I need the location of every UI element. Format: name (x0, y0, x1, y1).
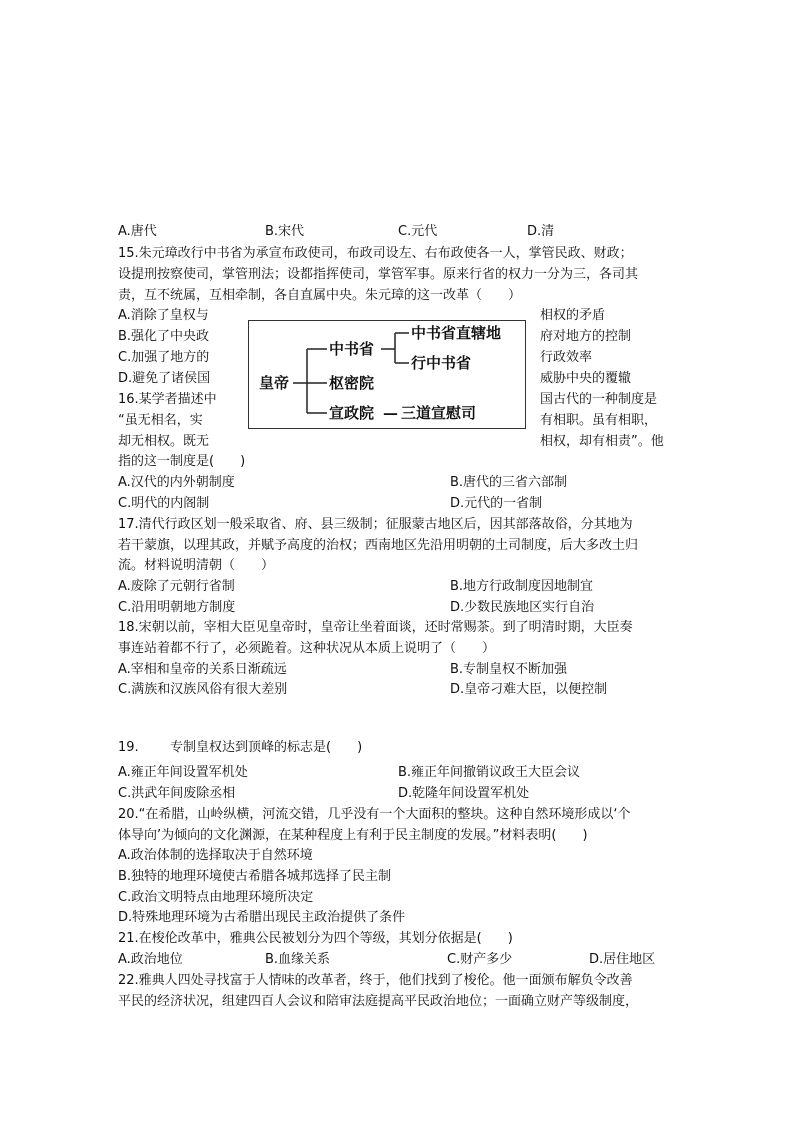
q15-stem-line-3: 责，互不统属，互相牵制，各自直属中央。朱元璋的这一改革（ ） (118, 288, 522, 303)
q21-stem: 21.在梭伦改革中，雅典公民被划分为四个等级，其划分依据是( ) (118, 931, 513, 946)
diagram-zhongshu: 中书省 (329, 340, 375, 358)
q19-number: 19. (118, 740, 139, 755)
q15-stem-line-2: 设提刑按察使司，掌管刑法；设都指挥使司，掌管军事。原来行省的权力一分为三，各司其 (118, 267, 639, 282)
q16-option-d: D.元代的一省制 (450, 496, 543, 511)
q20-option-a: A.政治体制的选择取决于自然环境 (118, 848, 313, 863)
q19-option-d: D.乾隆年间设置军机处 (398, 786, 530, 801)
q20-stem-line-1: 20.“在希腊，山岭纵横，河流交错，几乎没有一个大面积的整块。这种自然环境形成以‘个 (118, 807, 631, 822)
q16-stem-left-3: 却无相权。既无 (118, 434, 210, 449)
q16-stem-tail: 指的这一制度是( ) (118, 454, 246, 469)
q15-option-c-left: C.加强了地方的 (118, 350, 210, 365)
q20-option-c: C.政治文明特点由地理环境所决定 (118, 890, 314, 905)
q22-stem-line-1: 22.雅典人四处寻找富于人情味的改革者，终于，他们找到了梭伦。他一面颁布解负令改善 (118, 973, 633, 988)
q15-option-b-left: B.强化了中央政 (118, 329, 210, 344)
diagram-shumi: 枢密院 (329, 374, 375, 392)
q16-stem-right-3: 相权，却有相责”。他 (540, 434, 664, 449)
q17-stem-line-1: 17.清代行政区划一般采取省、府、县三级制；征服蒙古地区后，因其部落故俗，分其地为 (118, 517, 633, 532)
q19-option-a: A.雍正年间设置军机处 (118, 765, 248, 780)
q16-stem-right-2: 有相职。虽有相职， (540, 413, 658, 428)
q21-option-c: C.财产多少 (447, 952, 513, 967)
q17-option-d: D.少数民族地区实行自治 (450, 600, 595, 615)
q14-option-a: A.唐代 (118, 224, 157, 239)
q15-option-d-left: D.避免了诸侯国 (118, 371, 211, 386)
q16-stem-left-1: 16.某学者描述中 (118, 392, 217, 407)
q15-stem-line-1: 15.朱元璋改行中书省为承宣布政使司，布政司设左、右布政使各一人，掌管民政、财政； (118, 246, 633, 261)
yuan-administration-diagram (248, 320, 526, 429)
q19-option-b: B.雍正年间撤销议政王大臣会议 (398, 765, 581, 780)
diagram-zhongshu-direct: 中书省直辖地 (411, 324, 502, 342)
q15-option-b-right: 府对地方的控制 (540, 329, 632, 344)
q14-option-d: D.清 (527, 224, 555, 239)
q20-option-b: B.独特的地理环境使古希腊各城邦选择了民主制 (118, 869, 392, 884)
diagram-emperor: 皇帝 (259, 374, 290, 392)
q17-stem-line-2: 若干蒙旗，以理其政，并赋予高度的治权；西南地区先沿用明朝的土司制度，后大多改土归 (118, 538, 639, 553)
diagram-xing-zhongshu: 行中书省 (411, 354, 472, 372)
q17-stem-line-3: 流。材料说明清朝（ ） (118, 558, 275, 573)
q18-stem-line-1: 18.宋朝以前，宰相大臣见皇帝时，皇帝让坐着面谈，还时常赐茶。到了明清时期，大臣奏 (118, 620, 633, 635)
q18-option-d: D.皇帝刁难大臣，以便控制 (450, 682, 608, 697)
q14-option-b: B.宋代 (265, 224, 305, 239)
q22-stem-line-2: 平民的经济状况，组建四百人会议和陪审法庭提高平民政治地位；一面确立财产等级制度， (118, 994, 639, 1009)
q17-option-c: C.沿用明朝地方制度 (118, 600, 236, 615)
q16-option-c: C.明代的内阁制 (118, 496, 210, 511)
q19-stem: 专制皇权达到顶峰的标志是( ) (170, 740, 363, 755)
q20-option-d: D.特殊地理环境为古希腊出现民主政治提供了条件 (118, 910, 406, 925)
q17-option-b: B.地方行政制度因地制宜 (450, 579, 594, 594)
q16-stem-left-2: “虽无相名，实 (118, 413, 203, 428)
q21-option-a: A.政治地位 (118, 952, 183, 967)
q15-option-a-right: 相权的矛盾 (540, 308, 606, 323)
q15-option-a-left: A.消除了皇权与 (118, 308, 209, 323)
q18-option-c: C.满族和汉族风俗有很大差别 (118, 682, 288, 697)
q14-option-c: C.元代 (398, 224, 438, 239)
q15-option-d-right: 威胁中央的覆辙 (540, 371, 632, 386)
q16-option-b: B.唐代的三省六部制 (450, 475, 568, 490)
q16-option-a: A.汉代的内外朝制度 (118, 475, 235, 490)
q20-stem-line-2: 体导向’为倾向的文化渊源，在某种程度上有利于民主制度的发展。”材料表明( ) (118, 828, 588, 843)
q21-option-d: D.居住地区 (589, 952, 656, 967)
diagram-dash: — (383, 404, 398, 422)
q21-option-b: B.血缘关系 (265, 952, 331, 967)
diagram-xuanzheng: 宣政院 (329, 404, 375, 422)
q15-option-c-right: 行政效率 (540, 350, 593, 365)
diagram-xuanwei: 三道宣慰司 (401, 404, 477, 422)
q18-option-a: A.宰相和皇帝的关系日渐疏远 (118, 662, 287, 677)
q19-option-c: C.洪武年间废除丞相 (118, 786, 236, 801)
q17-option-a: A.废除了元朝行省制 (118, 579, 235, 594)
q16-stem-right-1: 国古代的一种制度是 (540, 392, 658, 407)
q18-stem-line-2: 事连站着都不行了，必须跪着。这种状况从本质上说明了（ ） (118, 641, 496, 656)
q18-option-b: B.专制皇权不断加强 (450, 662, 568, 677)
